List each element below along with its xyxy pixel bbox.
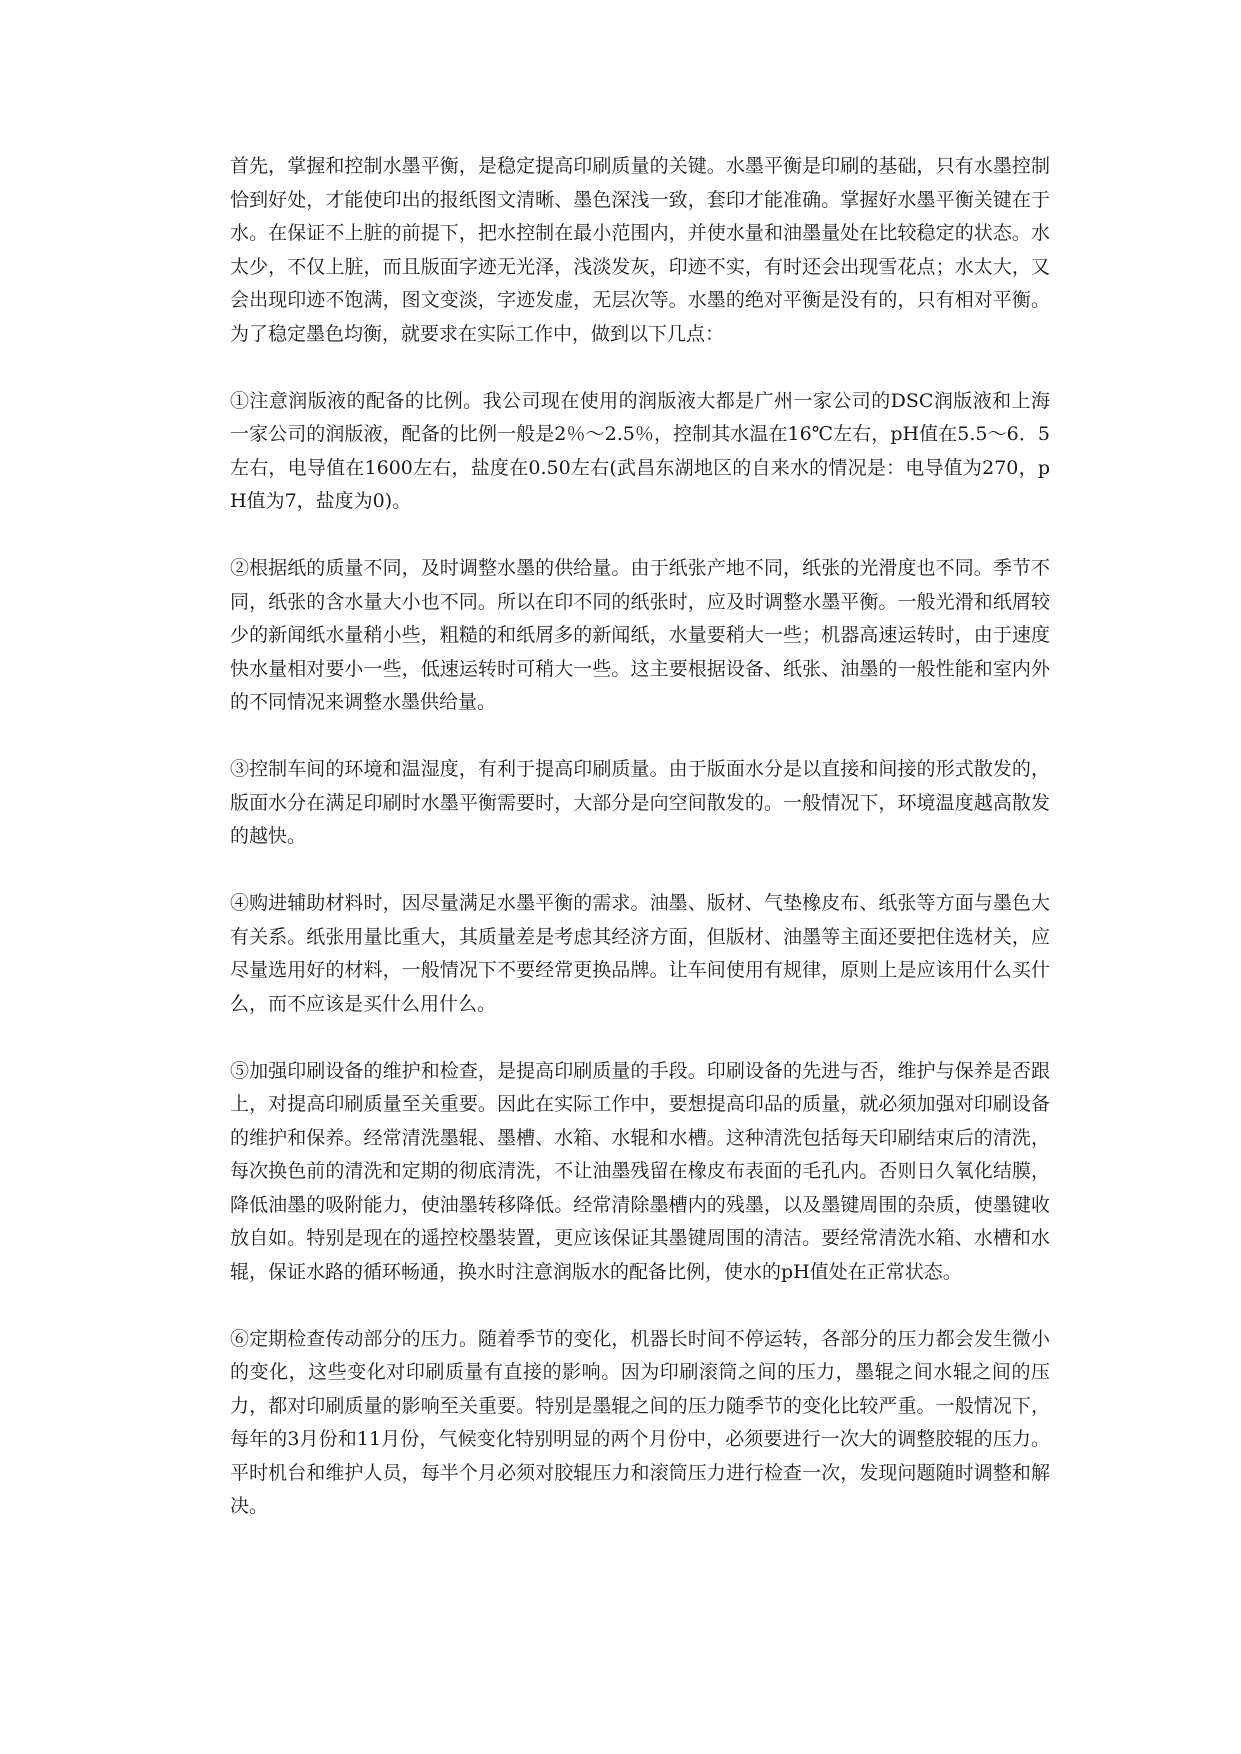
paragraph-item-3: ③控制车间的环境和温湿度，有利于提高印刷质量。由于版面水分是以直接和间接的形式散发的，版面水分在满足印刷时水墨平衡需要时，大部分是向空间散发的。一般情况下，环境温度越高散发的越快。 (230, 758, 1050, 847)
document-page (230, 150, 1050, 1557)
paragraph-item-6: ⑥定期检查传动部分的压力。随着季节的变化，机器长时间不停运转，各部分的压力都会发生微小的变化，这些变化对印刷质量有直接的影响。因为印刷滚筒之间的压力，墨辊之间水辊之间的压力，都对印刷质量的影响至关重要。特别是墨辊之间的压力随季节的变化比较严重。一般情况下，每年的3月份和11月份，气候变化特别明显的两个月份中，必须要进行一次大的调整胶辊的压力。平时机台和维护人员，每半个月必须对胶辊压力和滚筒压力进行检查一次，发现问题随时调整和解决。 (230, 1327, 1050, 1517)
paragraph-item-1: ①注意润版液的配备的比例。我公司现在使用的润版液大都是广州一家公司的DSC润版液和上海一家公司的润版液，配备的比例一般是2％～2.5％，控制其水温在16℃左右，pH值在5.5～6．5左右，电导值在1600左右，盐度在0.50左右(武昌东湖地区的自来水的情况是：电导值为270，pH值为7，盐度为0)。 (230, 389, 1050, 512)
paragraph-item-2: ②根据纸的质量不同，及时调整水墨的供给量。由于纸张产地不同，纸张的光滑度也不同。季节不同，纸张的含水量大小也不同。所以在印不同的纸张时，应及时调整水墨平衡。一般光滑和纸屑较少的新闻纸水量稍小些，粗糙的和纸屑多的新闻纸，水量要稍大一些；机器高速运转时，由于速度快水量相对要小一些，低速运转时可稍大一些。这主要根据设备、纸张、油墨的一般性能和室内外的不同情况来调整水墨供给量。 (230, 557, 1050, 713)
paragraph-intro: 首先，掌握和控制水墨平衡，是稳定提高印刷质量的关键。水墨平衡是印刷的基础，只有水墨控制恰到好处，才能使印出的报纸图文清晰、墨色深浅一致，套印才能准确。掌握好水墨平衡关键在于水。在保证不上脏的前提下，把水控制在最小范围内，并使水量和油墨量处在比较稳定的状态。水太少，不仅上脏，而且版面字迹无光泽，浅淡发灰，印迹不实，有时还会出现雪花点；水太大，又会出现印迹不饱满，图文变淡，字迹发虚，无层次等。水墨的绝对平衡是没有的，只有相对平衡。为了稳定墨色均衡，就要求在实际工作中，做到以下几点： (230, 155, 1050, 345)
paragraph-item-5: ⑤加强印刷设备的维护和检查，是提高印刷质量的手段。印刷设备的先进与否，维护与保养是否跟上，对提高印刷质量至关重要。因此在实际工作中，要想提高印品的质量，就必须加强对印刷设备的维护和保养。经常清洗墨辊、墨槽、水箱、水辊和水槽。这种清洗包括每天印刷结束后的清洗，每次换色前的清洗和定期的彻底清洗，不让油墨残留在橡皮布表面的毛孔内。否则日久氧化结膜，降低油墨的吸附能力，使油墨转移降低。经常清除墨槽内的残墨，以及墨键周围的杂质，使墨键收放自如。特别是现在的遥控校墨装置，更应该保证其墨键周围的清洁。要经常清洗水箱、水槽和水辊，保证水路的循环畅通，换水时注意润版水的配备比例，使水的pH值处在正常状态。 (230, 1059, 1050, 1283)
paragraph-item-4: ④购进辅助材料时，因尽量满足水墨平衡的需求。油墨、版材、气垫橡皮布、纸张等方面与墨色大有关系。纸张用量比重大，其质量差是考虑其经济方面，但版材、油墨等主面还要把住选材关，应尽量选用好的材料，一般情况下不要经常更换品牌。让车间使用有规律，原则上是应该用什么买什么，而不应该是买什么用什么。 (230, 892, 1050, 1015)
